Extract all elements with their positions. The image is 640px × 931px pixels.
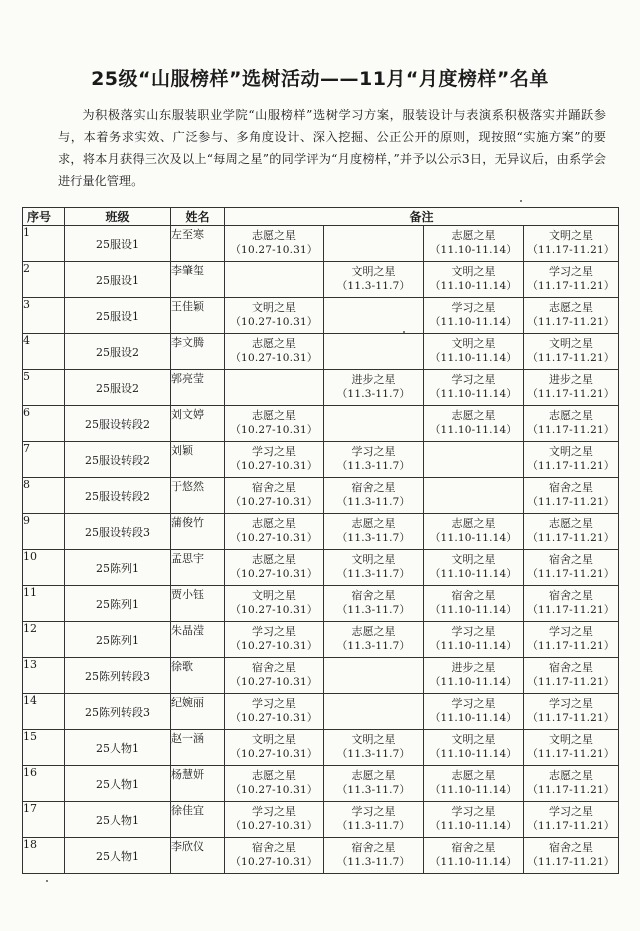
table-row bbox=[23, 514, 619, 550]
award-cell bbox=[524, 622, 619, 658]
award-period: （11.17-11.21） bbox=[527, 460, 615, 472]
award-period: （11.3-11.7） bbox=[336, 532, 411, 544]
row-number: 11 bbox=[23, 586, 65, 622]
award-title: 志愿之星 bbox=[252, 517, 296, 530]
row-number: 7 bbox=[23, 442, 65, 478]
award-period: （11.10-11.14） bbox=[429, 712, 518, 724]
award-title: 宿舍之星 bbox=[549, 841, 593, 854]
award-title: 文明之星 bbox=[451, 733, 496, 746]
student-name-cell: 纪婉丽 bbox=[171, 694, 225, 730]
award-period: （10.27-10.31） bbox=[230, 748, 318, 760]
award-cell bbox=[424, 298, 524, 334]
award-period: （11.17-11.21） bbox=[527, 820, 615, 832]
award-period: （10.27-10.31） bbox=[230, 244, 318, 256]
student-name-cell: 李文腾 bbox=[171, 334, 225, 370]
award-cell bbox=[524, 334, 619, 370]
award-cell bbox=[524, 838, 619, 874]
student-name-cell: 于悠然 bbox=[171, 478, 225, 514]
award-period: （11.10-11.14） bbox=[429, 352, 518, 364]
award-title: 文明之星 bbox=[549, 337, 593, 350]
award-period: （11.3-11.7） bbox=[336, 748, 411, 760]
row-number: 3 bbox=[23, 298, 65, 334]
award-cell bbox=[324, 658, 424, 694]
student-name-cell: 王佳颖 bbox=[171, 298, 225, 334]
award-title: 文明之星 bbox=[451, 553, 496, 566]
intro-paragraph: 为积极落实山东服装职业学院“山服榜样”选树学习方案，服装设计与表演系积极落实并踊跃参与，本着务求实效、广泛参与、多角度设计、深入挖掘、公正公开的原则，现按照“实施方案”的要求，将本月获得三次及以上“每周之星”的同学评为“月度榜样，”并予以公示3日，无异议后，由系学会进行量化管理。 bbox=[58, 108, 606, 188]
award-cell bbox=[225, 226, 324, 262]
award-cell bbox=[424, 478, 524, 514]
class-cell: 25人物1 bbox=[65, 730, 171, 766]
award-period: （11.10-11.14） bbox=[429, 532, 518, 544]
award-period: （11.3-11.7） bbox=[336, 784, 411, 796]
row-number: 6 bbox=[23, 406, 65, 442]
award-title: 学习之星 bbox=[252, 445, 296, 458]
student-name-cell: 左至寒 bbox=[171, 226, 225, 262]
award-cell bbox=[324, 730, 424, 766]
student-name-cell: 郭亮莹 bbox=[171, 370, 225, 406]
student-name-cell: 刘颖 bbox=[171, 442, 225, 478]
award-cell bbox=[225, 334, 324, 370]
award-cell bbox=[524, 730, 619, 766]
award-period: （11.10-11.14） bbox=[429, 820, 518, 832]
award-title: 进步之星 bbox=[351, 373, 396, 386]
award-period: （11.3-11.7） bbox=[336, 460, 411, 472]
award-title: 学习之星 bbox=[351, 445, 396, 458]
award-title: 进步之星 bbox=[451, 661, 496, 674]
row-number: 5 bbox=[23, 370, 65, 406]
row-number: 8 bbox=[23, 478, 65, 514]
award-cell bbox=[225, 694, 324, 730]
class-cell: 25服设转段2 bbox=[65, 406, 171, 442]
award-cell bbox=[424, 694, 524, 730]
award-title: 志愿之星 bbox=[252, 553, 296, 566]
award-period: （11.17-11.21） bbox=[527, 568, 615, 580]
award-title: 志愿之星 bbox=[252, 337, 296, 350]
award-cell bbox=[225, 838, 324, 874]
award-period: （11.17-11.21） bbox=[527, 604, 615, 616]
award-cell bbox=[424, 370, 524, 406]
award-period: （11.10-11.14） bbox=[429, 244, 518, 256]
award-cell bbox=[524, 442, 619, 478]
row-number: 14 bbox=[23, 694, 65, 730]
award-period: （10.27-10.31） bbox=[230, 784, 318, 796]
award-period: （11.17-11.21） bbox=[527, 748, 615, 760]
award-period: （11.17-11.21） bbox=[527, 712, 615, 724]
award-title: 学习之星 bbox=[451, 301, 496, 314]
award-title: 学习之星 bbox=[252, 625, 296, 638]
award-cell bbox=[424, 262, 524, 298]
student-name-cell: 蒲俊竹 bbox=[171, 514, 225, 550]
award-period: （11.10-11.14） bbox=[429, 784, 518, 796]
row-number: 15 bbox=[23, 730, 65, 766]
award-cell bbox=[524, 226, 619, 262]
award-period: （11.17-11.21） bbox=[527, 244, 615, 256]
row-number: 18 bbox=[23, 838, 65, 874]
class-cell: 25服设1 bbox=[65, 298, 171, 334]
class-cell: 25服设转段2 bbox=[65, 478, 171, 514]
award-cell bbox=[324, 694, 424, 730]
award-title: 志愿之星 bbox=[549, 409, 593, 422]
award-title: 文明之星 bbox=[549, 733, 593, 746]
scan-speck bbox=[520, 200, 522, 202]
award-title: 学习之星 bbox=[549, 265, 593, 278]
award-period: （11.10-11.14） bbox=[429, 856, 518, 868]
award-period: （10.27-10.31） bbox=[230, 820, 318, 832]
award-period: （10.27-10.31） bbox=[230, 568, 318, 580]
award-cell bbox=[225, 802, 324, 838]
student-name-cell: 朱晶滢 bbox=[171, 622, 225, 658]
award-period: （10.27-10.31） bbox=[230, 712, 318, 724]
award-cell bbox=[524, 694, 619, 730]
table-header-row bbox=[23, 208, 619, 226]
class-cell: 25服设1 bbox=[65, 262, 171, 298]
student-name-cell: 徐歌 bbox=[171, 658, 225, 694]
award-period: （11.17-11.21） bbox=[527, 532, 615, 544]
award-title: 志愿之星 bbox=[351, 769, 396, 782]
student-name-cell: 刘文婷 bbox=[171, 406, 225, 442]
award-title: 文明之星 bbox=[252, 301, 296, 314]
award-title: 宿舍之星 bbox=[252, 481, 296, 494]
class-cell: 25陈列转段3 bbox=[65, 694, 171, 730]
table-row bbox=[23, 622, 619, 658]
award-title: 志愿之星 bbox=[451, 769, 496, 782]
award-period: （11.3-11.7） bbox=[336, 568, 411, 580]
class-cell: 25服设转段2 bbox=[65, 442, 171, 478]
award-cell bbox=[524, 586, 619, 622]
award-period: （11.3-11.7） bbox=[336, 604, 411, 616]
class-cell: 25人物1 bbox=[65, 802, 171, 838]
row-number: 4 bbox=[23, 334, 65, 370]
award-title: 学习之星 bbox=[351, 805, 396, 818]
award-period: （11.10-11.14） bbox=[429, 424, 518, 436]
award-cell bbox=[225, 514, 324, 550]
header-name: 姓名 bbox=[171, 208, 225, 226]
row-number: 10 bbox=[23, 550, 65, 586]
award-cell bbox=[424, 514, 524, 550]
award-cell bbox=[424, 550, 524, 586]
award-title: 志愿之星 bbox=[451, 517, 496, 530]
roster-table bbox=[22, 207, 619, 874]
award-title: 志愿之星 bbox=[549, 301, 593, 314]
student-name-cell: 赵一涵 bbox=[171, 730, 225, 766]
award-period: （10.27-10.31） bbox=[230, 676, 318, 688]
award-title: 学习之星 bbox=[549, 697, 593, 710]
student-name-cell: 杨慧妍 bbox=[171, 766, 225, 802]
award-period: （10.27-10.31） bbox=[230, 460, 318, 472]
student-name-cell: 李欣仪 bbox=[171, 838, 225, 874]
class-cell: 25服设1 bbox=[65, 226, 171, 262]
class-cell: 25人物1 bbox=[65, 766, 171, 802]
award-cell bbox=[424, 622, 524, 658]
table-row bbox=[23, 586, 619, 622]
award-period: （11.10-11.14） bbox=[429, 748, 518, 760]
row-number: 13 bbox=[23, 658, 65, 694]
award-period: （11.3-11.7） bbox=[336, 820, 411, 832]
award-cell bbox=[225, 550, 324, 586]
table-row bbox=[23, 838, 619, 874]
award-cell bbox=[225, 370, 324, 406]
award-title: 学习之星 bbox=[549, 625, 593, 638]
award-title: 宿舍之星 bbox=[351, 481, 396, 494]
table-row bbox=[23, 406, 619, 442]
award-cell bbox=[524, 550, 619, 586]
award-cell bbox=[324, 334, 424, 370]
award-title: 志愿之星 bbox=[252, 229, 296, 242]
award-period: （11.17-11.21） bbox=[527, 640, 615, 652]
award-cell bbox=[524, 802, 619, 838]
award-cell bbox=[524, 514, 619, 550]
award-cell bbox=[424, 442, 524, 478]
award-period: （11.10-11.14） bbox=[429, 640, 518, 652]
award-period: （10.27-10.31） bbox=[230, 316, 318, 328]
award-cell bbox=[424, 406, 524, 442]
row-number: 9 bbox=[23, 514, 65, 550]
student-name-cell: 李肇玺 bbox=[171, 262, 225, 298]
award-title: 文明之星 bbox=[252, 589, 296, 602]
award-cell bbox=[524, 406, 619, 442]
award-cell bbox=[324, 370, 424, 406]
award-period: （11.3-11.7） bbox=[336, 856, 411, 868]
award-title: 文明之星 bbox=[549, 445, 593, 458]
table-row bbox=[23, 262, 619, 298]
table-row bbox=[23, 802, 619, 838]
award-cell bbox=[424, 334, 524, 370]
award-cell bbox=[225, 658, 324, 694]
award-title: 学习之星 bbox=[549, 805, 593, 818]
award-period: （11.10-11.14） bbox=[429, 316, 518, 328]
award-period: （11.3-11.7） bbox=[336, 496, 411, 508]
award-cell bbox=[424, 730, 524, 766]
award-title: 宿舍之星 bbox=[451, 589, 496, 602]
award-period: （11.17-11.21） bbox=[527, 424, 615, 436]
table-row bbox=[23, 550, 619, 586]
scan-speck bbox=[403, 331, 405, 333]
award-title: 文明之星 bbox=[451, 265, 496, 278]
award-cell bbox=[324, 406, 424, 442]
award-title: 宿舍之星 bbox=[351, 589, 396, 602]
award-title: 志愿之星 bbox=[252, 409, 296, 422]
award-period: （11.17-11.21） bbox=[527, 856, 615, 868]
row-number: 12 bbox=[23, 622, 65, 658]
award-period: （11.3-11.7） bbox=[336, 640, 411, 652]
header-class: 班级 bbox=[65, 208, 171, 226]
class-cell: 25陈列1 bbox=[65, 550, 171, 586]
student-name-cell: 孟思宇 bbox=[171, 550, 225, 586]
award-cell bbox=[225, 298, 324, 334]
class-cell: 25陈列1 bbox=[65, 622, 171, 658]
award-cell bbox=[324, 838, 424, 874]
student-name-cell: 徐佳宜 bbox=[171, 802, 225, 838]
award-cell bbox=[225, 730, 324, 766]
header-remarks: 备注 bbox=[225, 208, 619, 226]
award-title: 学习之星 bbox=[451, 625, 496, 638]
award-title: 学习之星 bbox=[451, 805, 496, 818]
award-title: 志愿之星 bbox=[549, 517, 593, 530]
award-cell bbox=[524, 298, 619, 334]
award-cell bbox=[324, 514, 424, 550]
award-title: 进步之星 bbox=[549, 373, 593, 386]
award-title: 志愿之星 bbox=[549, 769, 593, 782]
award-title: 文明之星 bbox=[549, 229, 593, 242]
award-title: 学习之星 bbox=[451, 697, 496, 710]
award-cell bbox=[424, 802, 524, 838]
award-title: 志愿之星 bbox=[351, 517, 396, 530]
scan-speck bbox=[46, 880, 48, 882]
award-period: （10.27-10.31） bbox=[230, 856, 318, 868]
award-period: （10.27-10.31） bbox=[230, 424, 318, 436]
table-row bbox=[23, 334, 619, 370]
award-cell bbox=[225, 766, 324, 802]
award-period: （11.3-11.7） bbox=[336, 388, 411, 400]
award-cell bbox=[225, 622, 324, 658]
class-cell: 25服设2 bbox=[65, 334, 171, 370]
row-number: 2 bbox=[23, 262, 65, 298]
award-title: 文明之星 bbox=[351, 733, 396, 746]
table-row bbox=[23, 370, 619, 406]
table-row bbox=[23, 442, 619, 478]
award-cell bbox=[324, 298, 424, 334]
award-cell bbox=[324, 802, 424, 838]
award-period: （11.17-11.21） bbox=[527, 496, 615, 508]
award-period: （11.17-11.21） bbox=[527, 784, 615, 796]
table-row bbox=[23, 658, 619, 694]
document-title: 25级“山服榜样”选树活动——11月“月度榜样”名单 bbox=[91, 68, 549, 90]
award-period: （10.27-10.31） bbox=[230, 604, 318, 616]
award-cell bbox=[424, 658, 524, 694]
award-cell bbox=[225, 478, 324, 514]
award-period: （11.10-11.14） bbox=[429, 604, 518, 616]
award-cell bbox=[424, 226, 524, 262]
award-cell bbox=[424, 586, 524, 622]
award-title: 宿舍之星 bbox=[549, 661, 593, 674]
award-title: 文明之星 bbox=[351, 265, 396, 278]
award-period: （11.17-11.21） bbox=[527, 316, 615, 328]
row-number: 17 bbox=[23, 802, 65, 838]
award-period: （10.27-10.31） bbox=[230, 640, 318, 652]
award-cell bbox=[225, 262, 324, 298]
award-title: 宿舍之星 bbox=[451, 841, 496, 854]
award-title: 宿舍之星 bbox=[549, 481, 593, 494]
award-title: 文明之星 bbox=[252, 733, 296, 746]
award-title: 志愿之星 bbox=[351, 625, 396, 638]
award-period: （11.17-11.21） bbox=[527, 388, 615, 400]
award-cell bbox=[225, 586, 324, 622]
award-cell bbox=[524, 478, 619, 514]
class-cell: 25服设转段3 bbox=[65, 514, 171, 550]
award-cell bbox=[424, 766, 524, 802]
row-number: 16 bbox=[23, 766, 65, 802]
award-title: 文明之星 bbox=[451, 337, 496, 350]
award-cell bbox=[324, 478, 424, 514]
table-row bbox=[23, 730, 619, 766]
table-row bbox=[23, 766, 619, 802]
award-title: 宿舍之星 bbox=[549, 589, 593, 602]
award-cell bbox=[324, 550, 424, 586]
class-cell: 25陈列1 bbox=[65, 586, 171, 622]
award-cell bbox=[524, 370, 619, 406]
table-row bbox=[23, 298, 619, 334]
award-cell bbox=[324, 766, 424, 802]
award-period: （11.10-11.14） bbox=[429, 388, 518, 400]
award-title: 志愿之星 bbox=[451, 229, 496, 242]
award-period: （10.27-10.31） bbox=[230, 496, 318, 508]
award-cell bbox=[424, 838, 524, 874]
award-period: （11.10-11.14） bbox=[429, 676, 518, 688]
award-cell bbox=[225, 406, 324, 442]
award-cell bbox=[324, 262, 424, 298]
header-no: 序号 bbox=[23, 208, 65, 226]
table-row bbox=[23, 694, 619, 730]
class-cell: 25服设2 bbox=[65, 370, 171, 406]
award-cell bbox=[524, 262, 619, 298]
table-row bbox=[23, 226, 619, 262]
award-title: 志愿之星 bbox=[252, 769, 296, 782]
class-cell: 25陈列转段3 bbox=[65, 658, 171, 694]
award-cell bbox=[524, 658, 619, 694]
award-period: （11.10-11.14） bbox=[429, 280, 518, 292]
award-period: （10.27-10.31） bbox=[230, 352, 318, 364]
award-title: 宿舍之星 bbox=[549, 553, 593, 566]
award-period: （11.17-11.21） bbox=[527, 676, 615, 688]
award-cell bbox=[324, 226, 424, 262]
award-title: 宿舍之星 bbox=[351, 841, 396, 854]
award-period: （11.10-11.14） bbox=[429, 568, 518, 580]
student-name-cell: 贾小钰 bbox=[171, 586, 225, 622]
class-cell: 25人物1 bbox=[65, 838, 171, 874]
award-period: （11.3-11.7） bbox=[336, 280, 411, 292]
row-number: 1 bbox=[23, 226, 65, 262]
award-title: 学习之星 bbox=[252, 805, 296, 818]
award-title: 学习之星 bbox=[451, 373, 496, 386]
award-title: 宿舍之星 bbox=[252, 661, 296, 674]
award-title: 学习之星 bbox=[252, 697, 296, 710]
award-cell bbox=[524, 766, 619, 802]
award-period: （11.17-11.21） bbox=[527, 352, 615, 364]
award-title: 宿舍之星 bbox=[252, 841, 296, 854]
award-cell bbox=[225, 442, 324, 478]
award-title: 志愿之星 bbox=[451, 409, 496, 422]
award-cell bbox=[324, 586, 424, 622]
roster-body bbox=[23, 226, 619, 874]
award-title: 文明之星 bbox=[351, 553, 396, 566]
award-period: （10.27-10.31） bbox=[230, 532, 318, 544]
award-period: （11.17-11.21） bbox=[527, 280, 615, 292]
award-cell bbox=[324, 622, 424, 658]
award-cell bbox=[324, 442, 424, 478]
table-row bbox=[23, 478, 619, 514]
